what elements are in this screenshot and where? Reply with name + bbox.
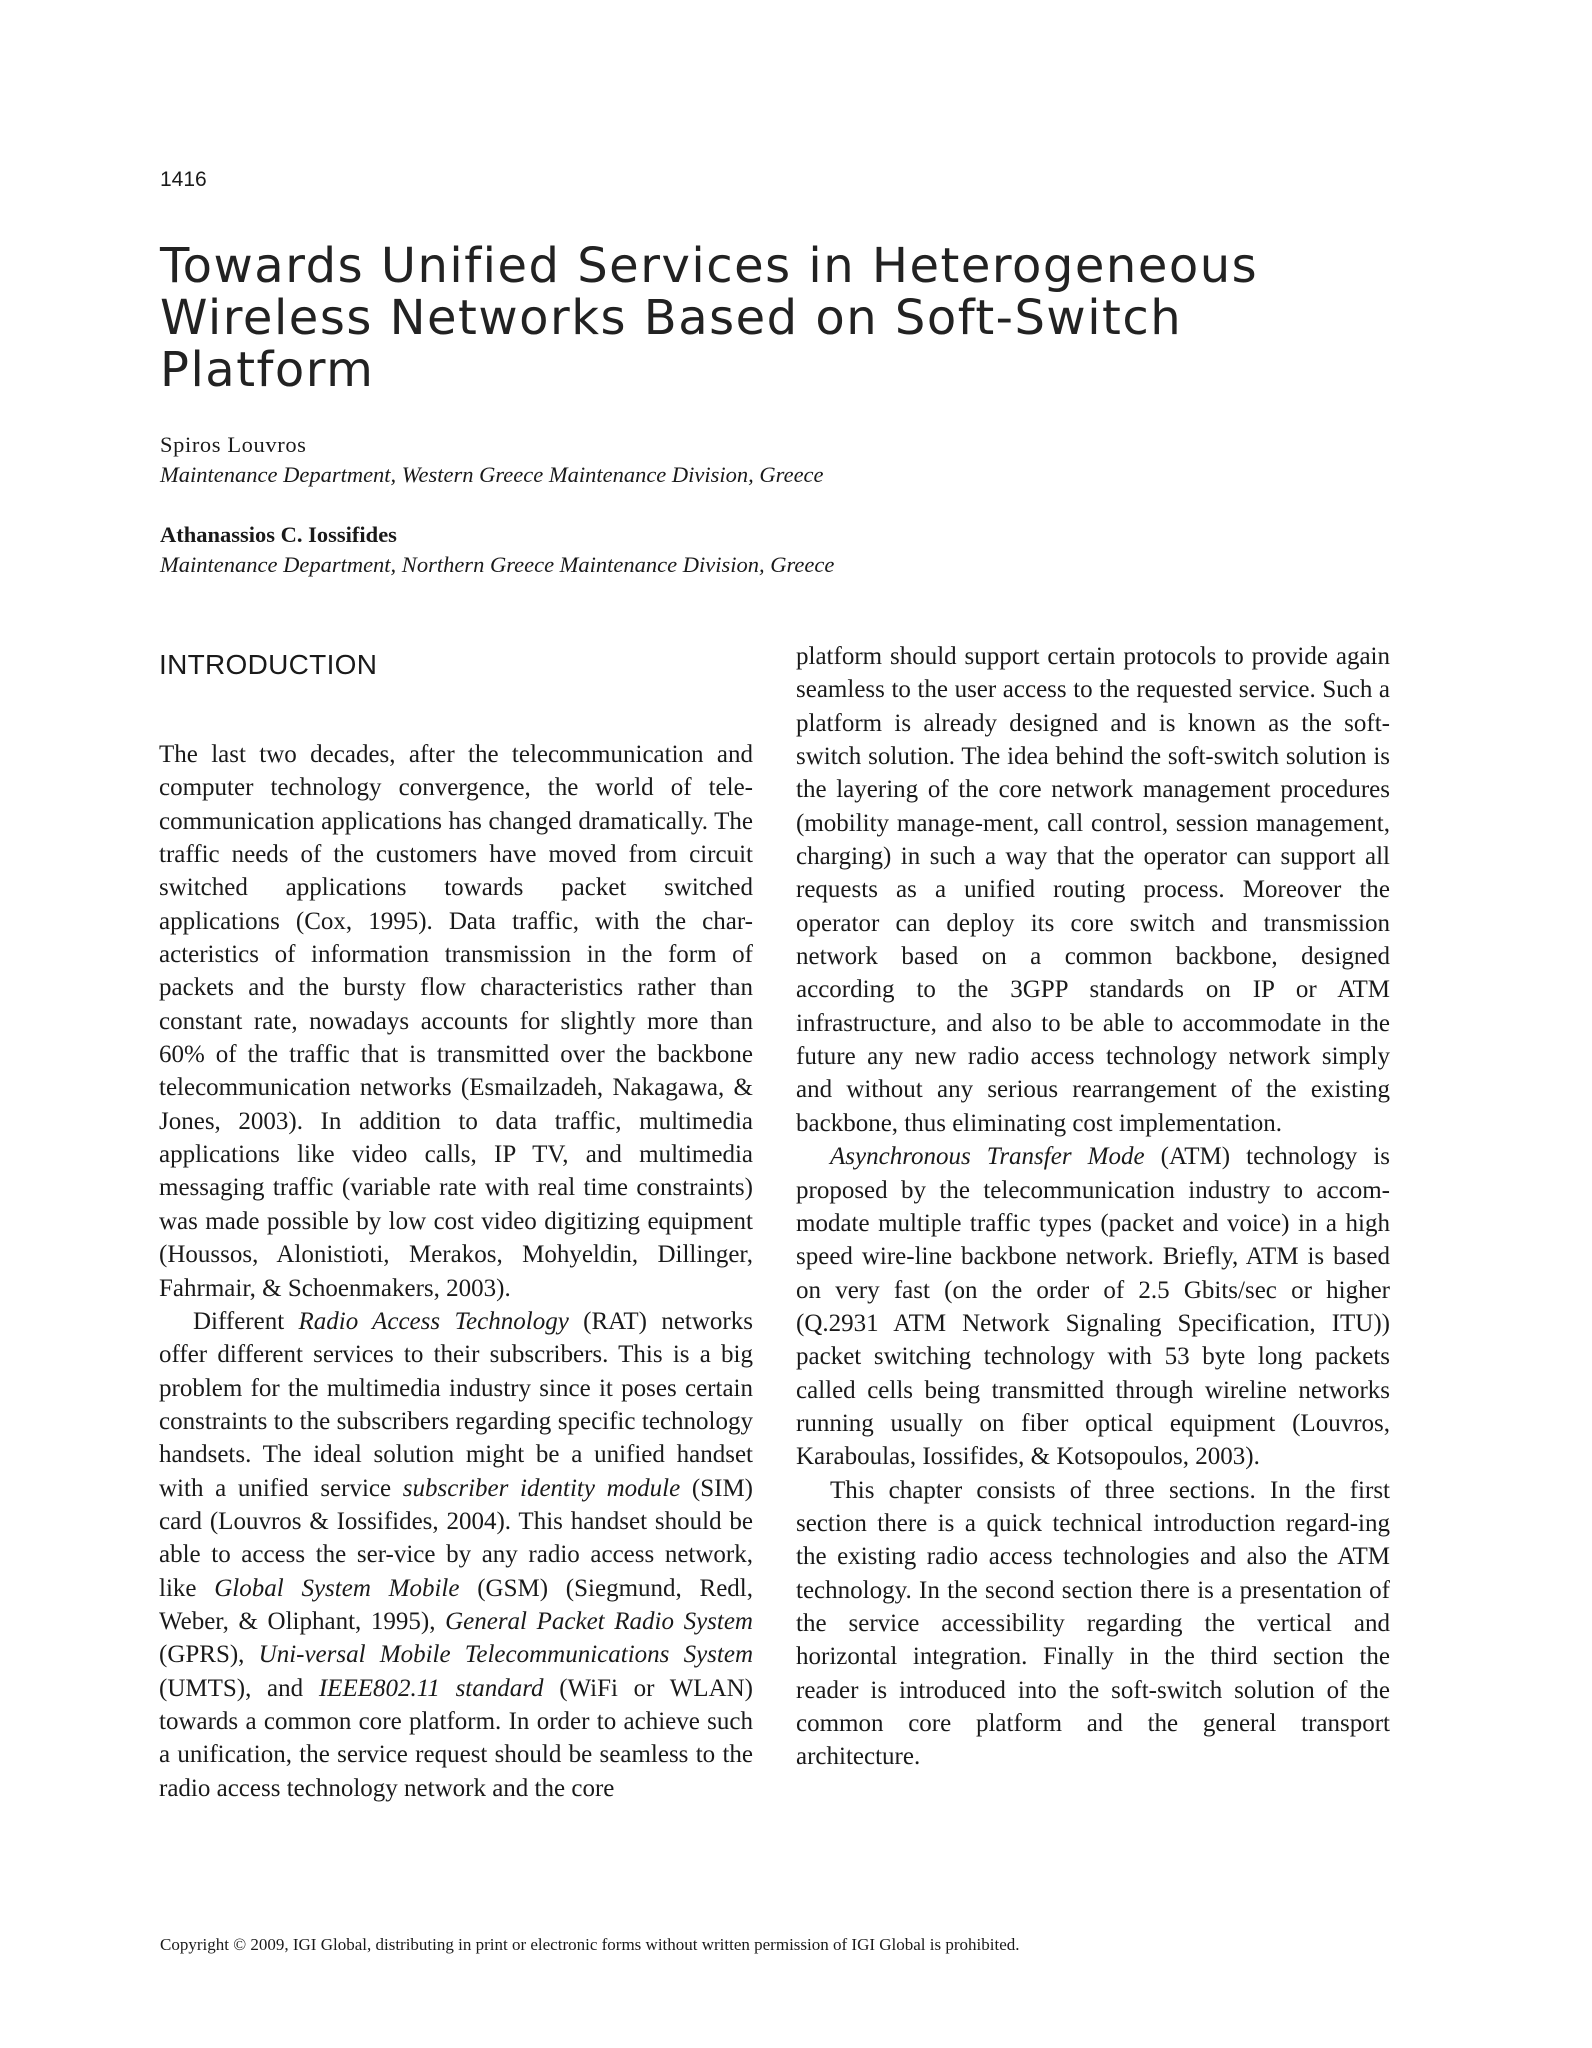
title-line-1: Towards Unified Services in Heterogeneous (160, 238, 1259, 294)
article-title (160, 240, 1400, 396)
author-2 (160, 520, 1400, 580)
author-name: Athanassios C. Iossifides (160, 522, 397, 547)
copyright-footer: Copyright © 2009, IGI Global, distributing in print or electronic forms without written permission of IGI Global is prohibited. (160, 1935, 1020, 1954)
right-column (796, 640, 1390, 1774)
paragraph-1: The last two decades, after the telecommunication and computer technology convergence, the world of tele-communication applications has changed dramatically. The traffic needs of the customers have moved from circuit switched applications towards packet switched applications (Cox, 1995). Data traffic, with the char-acteristics of information transmission in the form of packets and the bursty flow characteristics rather than constant rate, nowadays accounts for slightly more than 60% of the traffic that is transmitted over the backbone telecommunication networks (Esmailzadeh, Nakagawa, & Jones, 2003). In addition to data traffic, multimedia applications like video calls, IP TV, and multimedia messaging traffic (variable rate with real time constraints) was made possible by low cost video digitizing equipment (Houssos, Alonistioti, Merakos, Mohyeldin, Dillinger, Fahrmair, & Schoenmakers, 2003). (159, 741, 753, 1302)
title-line-3: Platform (160, 342, 375, 398)
left-column (159, 640, 753, 1805)
paragraph-4: Asynchronous Transfer Mode (ATM) technology is proposed by the telecommunication industry to accom-modate multiple traffic types (packet and voice) in a high speed wire-line backbone network. Briefly, ATM is based on very fast (on the order of 2.5 Gbits/sec or higher (Q.2931 ATM Network Signaling Specification, ITU)) packet switching technology with 53 byte long packets called cells being transmitted through wireline networks running usually on fiber optical equipment (Louvros, Karaboulas, Iossifides, & Kotsopoulos, 2003). (796, 1143, 1390, 1471)
author-affiliation: Maintenance Department, Western Greece Maintenance Division, Greece (160, 462, 824, 487)
paragraph-2: Different Radio Access Technology (RAT) networks offer different services to their subscribers. This is a big problem for the multimedia industry since it poses certain constraints to the subscribers regarding specific technology handsets. The ideal solution might be a unified handset with a unified service subscriber identity module (SIM) card (Louvros & Iossifides, 2004). This handset should be able to access the ser-vice by any radio access network, like Global System Mobile (GSM) (Siegmund, Redl, Weber, & Oliphant, 1995), General Packet Radio System (GPRS), Uni-versal Mobile Telecommunications System (UMTS), and IEEE802.11 standard (WiFi or WLAN) towards a common core platform. In order to achieve such a unification, the service request should be seamless to the radio access technology network and the core (159, 1307, 753, 1802)
page-number: 1416 (160, 168, 207, 191)
author-list (160, 430, 1400, 610)
author-1 (160, 430, 1400, 490)
author-name: Spiros Louvros (160, 432, 307, 457)
paragraph-5: This chapter consists of three sections. In the first section there is a quick technical introduction regard-ing the existing radio access technologies and also the ATM technology. In the second section there is a presentation of the service accessibility regarding the vertical and horizontal integration. Finally in the third section the reader is introduced into the soft-switch solution of the common core platform and the general transport architecture. (796, 1476, 1390, 1771)
section-heading: INTRODUCTION (159, 649, 378, 680)
title-line-2: Wireless Networks Based on Soft-Switch (160, 290, 1183, 346)
paragraph-3: platform should support certain protocols to provide again seamless to the user access to the requested service. Such a platform is already designed and is known as the soft-switch solution. The idea behind the soft-switch solution is the layering of the core network management procedures (mobility manage-ment, call control, session management, charging) in such a way that the operator can support all requests as a unified routing process. Moreover the operator can deploy its core switch and transmission network based on a common backbone, designed according to the 3GPP standards on IP or ATM infrastructure, and also to be able to accommodate in the future any new radio access technology network simply and without any serious rearrangement of the existing backbone, thus eliminating cost implementation. (796, 643, 1390, 1137)
author-affiliation: Maintenance Department, Northern Greece Maintenance Division, Greece (160, 552, 835, 577)
